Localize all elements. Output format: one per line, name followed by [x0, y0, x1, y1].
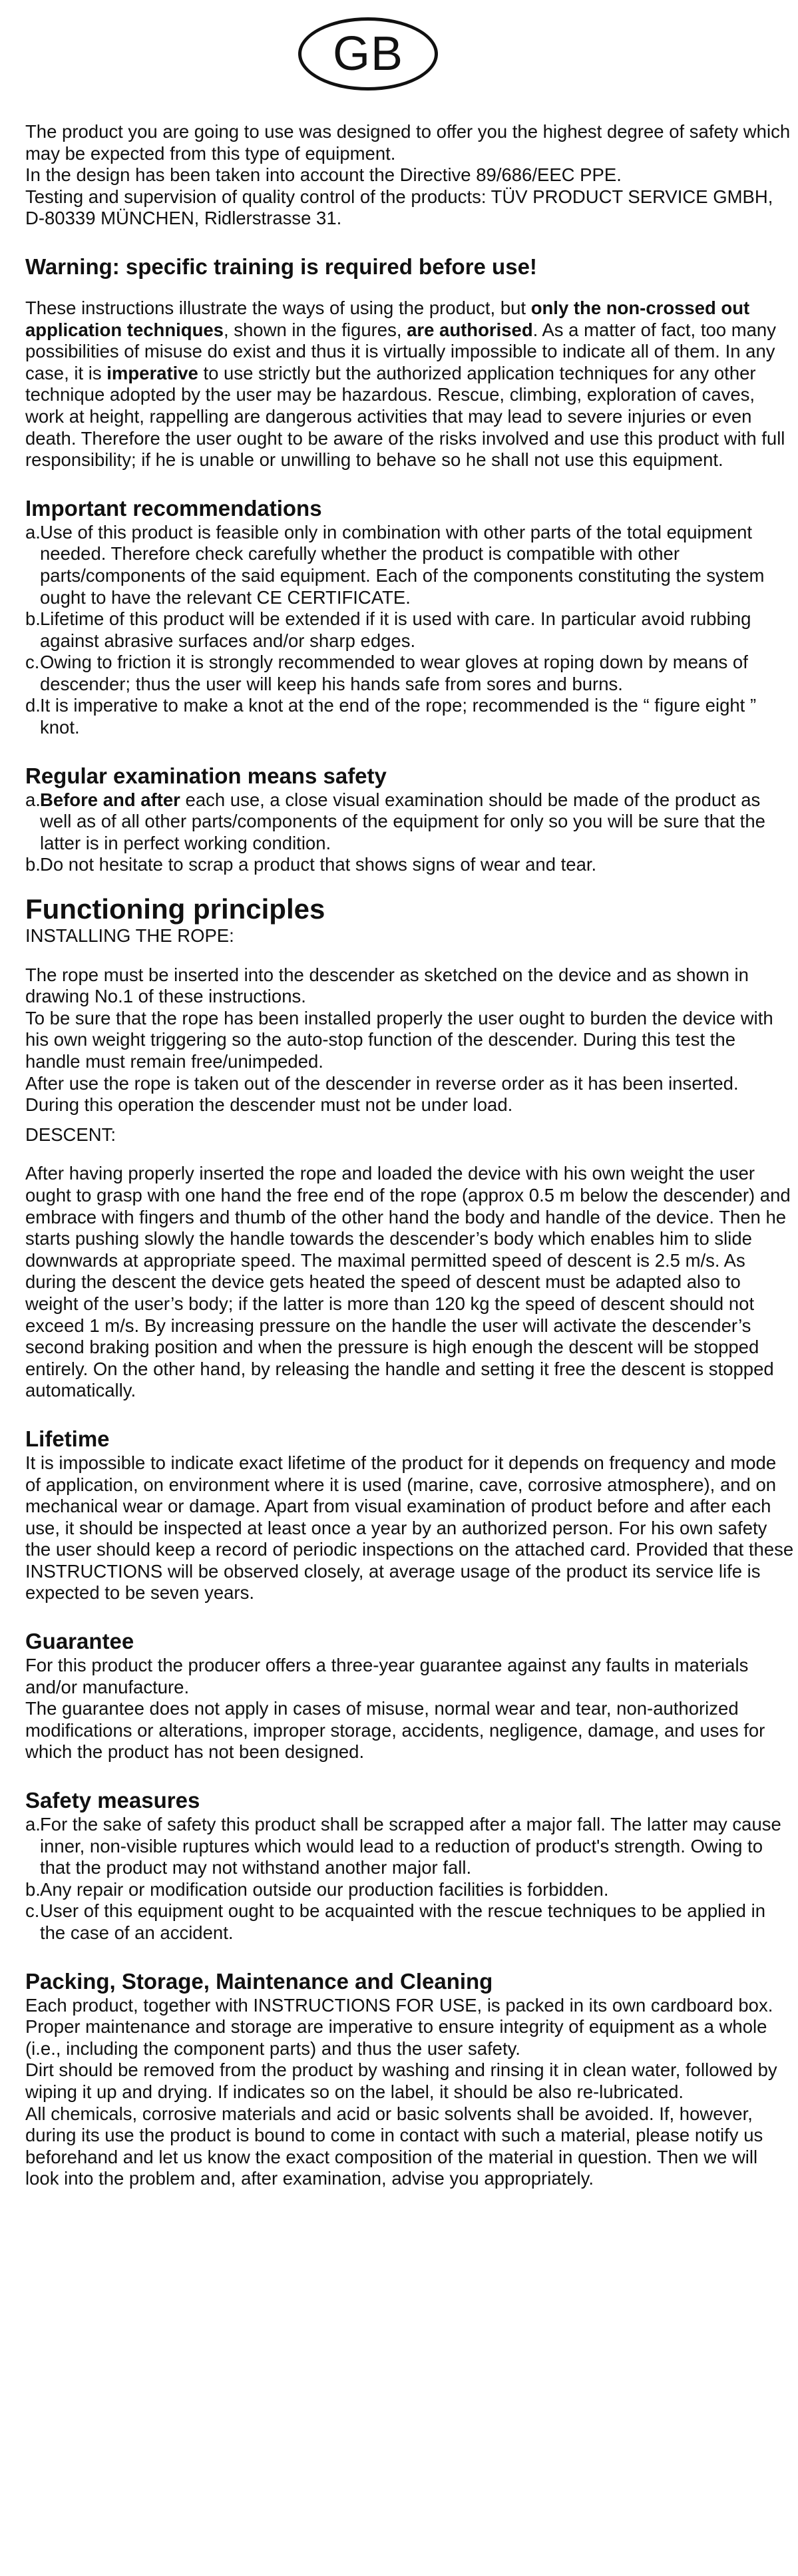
packing-paragraph: Dirt should be removed from the product by washing and rinsing it in clean water, followed by wiping it up and drying. If indicates so on the label, it should be also re-lubricated.	[25, 2059, 777, 2102]
warning-text-b: only the non-crossed out application techniques	[25, 297, 750, 340]
list-text	[40, 789, 795, 855]
list-marker: d.	[25, 695, 41, 716]
lifetime-heading: Lifetime	[25, 1426, 110, 1451]
safety-heading: Safety measures	[25, 1788, 200, 1813]
guarantee-paragraph: For this product the producer offers a three-year guarantee against any faults in materials and/or manufacture.	[25, 1655, 749, 1697]
list-text: Lifetime of this product will be extended if it is used with care. In particular avoid rubbing against abrasive surfaces and/or sharp edges.	[40, 608, 751, 651]
install-paragraph: The rope must be inserted into the descender as sketched on the device and as shown in drawing No.1 of these instructions.	[25, 964, 749, 1007]
country-code-badge	[298, 17, 438, 91]
important-item	[25, 652, 795, 695]
list-marker: c.	[25, 652, 40, 673]
list-marker: b.	[25, 854, 41, 875]
list-text: Owing to friction it is strongly recommended to wear gloves at roping down by means of descender; thus the user will keep his hands safe from sores and burns.	[40, 652, 748, 694]
intro-paragraph: The product you are going to use was designed to offer you the highest degree of safety which may be expected from this type of equipment.	[25, 121, 791, 164]
packing-heading: Packing, Storage, Maintenance and Cleaning	[25, 1968, 493, 1994]
regular-text: each use, a close visual examination should be made of the product as well as of all other parts/components of the equipment for only so you will be sure that the latter is in perfect working condition.	[40, 789, 765, 853]
list-marker: a.	[25, 521, 41, 542]
important-item	[25, 695, 795, 738]
regular-item	[25, 789, 795, 855]
packing-paragraph: All chemicals, corrosive materials and acid or basic solvents shall be avoided. If, however, during its use the product is bound to come in contact with such a material, please notify us beforehand and let us know the exact composition of the material in question. Then we will look into the problem and, after examination, advise you appropriately.	[25, 2103, 763, 2189]
guarantee-paragraph: The guarantee does not apply in cases of misuse, normal wear and tear, non-authorized modifications or alterations, improper storage, accidents, negligence, damage, and uses for which the product has not been designed.	[25, 1698, 765, 1763]
list-text: User of this equipment ought to be acquainted with the rescue techniques to be applied in the case of an accident.	[40, 1900, 766, 1943]
important-item	[25, 608, 795, 652]
list-marker: b.	[25, 608, 41, 630]
guarantee-heading: Guarantee	[25, 1629, 134, 1654]
safety-item	[25, 1814, 795, 1879]
important-heading: Important recommendations	[25, 495, 322, 521]
regular-bold: Before and after	[40, 789, 180, 810]
regular-item	[25, 854, 795, 876]
warning-paragraph	[25, 298, 795, 471]
install-paragraph: After use the rope is taken out of the descender in reverse order as it has been inserted. During this operation the descender must not be under load.	[25, 1072, 739, 1116]
packing-paragraph: Proper maintenance and storage are imperative to ensure integrity of equipment as a whole (i.e., including the component parts) and thus the user safety.	[25, 2016, 767, 2059]
descent-paragraph: After having properly inserted the rope and loaded the device with his own weight the user ought to grasp with one hand the free end of the rope (approx 0.5 m below the descender) and embrace with fingers and thumb of the other hand the body and handle of the device. Then he starts pushing slowly the handle towards the descender’s body which enables him to slide downwards at appropriate speed. The maximal permitted speed of descent is 2.5 m/s. As during the descent the device gets heated the speed of descent must be adapted also to weight of the user’s body; if the latter is more than 120 kg the speed of descent should not exceed 1 m/s. By increasing pressure on the handle the user will activate the descender’s second braking position and when the pressure is high enough the descent will be stopped entirely. On the other hand, by releasing the handle and setting it free the descent is stopped automatically.	[25, 1163, 791, 1401]
list-text: Any repair or modification outside our production facilities is forbidden.	[40, 1878, 609, 1900]
warning-heading: Warning: specific training is required before use!	[25, 254, 537, 279]
list-text: It is imperative to make a knot at the end of the rope; recommended is the “ figure eight ” knot.	[40, 695, 757, 738]
warning-text-f: imperative	[106, 362, 198, 383]
list-marker: c.	[25, 1900, 40, 1922]
intro-directive: In the design has been taken into account the Directive 89/686/EEC PPE.	[25, 164, 622, 186]
functioning-heading: Functioning principles	[25, 893, 325, 925]
installing-label: INSTALLING THE ROPE:	[25, 925, 234, 947]
install-paragraph: To be sure that the rope has been installed properly the user ought to burden the device with his own weight triggering so the auto-stop function of the descender. During this test the handle must remain free/unimpeded.	[25, 1007, 773, 1072]
document-body	[25, 121, 795, 2190]
warning-text-a: These instructions illustrate the ways of using the product, but	[25, 297, 531, 318]
lifetime-paragraph: It is impossible to indicate exact lifetime of the product for it depends on frequency and mode of application, on environment where it is used (marine, cave, corrosive atmosphere), and on mechanical wear or damage. Apart from visual examination of product before and after each use, it should be inspected at least once a year by an authorized person. For his own safety the user should keep a record of periodic inspections on the attached card. Provided that these INSTRUCTIONS will be observed closely, at average usage of the product its service life is expected to be seven years.	[25, 1452, 794, 1604]
list-marker: a.	[25, 789, 41, 810]
list-text: Do not hesitate to scrap a product that shows signs of wear and tear.	[40, 854, 597, 875]
safety-item	[25, 1900, 795, 1944]
warning-text-d: are authorised	[407, 319, 533, 340]
country-code-text: GB	[332, 27, 404, 81]
list-text: For the sake of safety this product shall be scrapped after a major fall. The latter may cause inner, non-visible ruptures which would lead to a reduction of product's strength. Owing to that the product may not withstand another major fall.	[40, 1814, 781, 1878]
descent-label: DESCENT:	[25, 1124, 116, 1145]
list-text: Use of this product is feasible only in combination with other parts of the total equipment needed. Therefore check carefully whether the product is compatible with other parts/components of the said equipment. Each of the components constituting the system ought to have the relevant CE CERTIFICATE.	[40, 521, 765, 608]
intro-testing-text: Testing and supervision of quality control of the products: TÜV PRODUCT SERVICE GMBH, D-80339 MÜNCHEN, Ridlerstrasse 31.	[25, 186, 773, 229]
list-marker: a.	[25, 1814, 41, 1835]
intro-testing	[25, 186, 795, 230]
safety-item	[25, 1879, 795, 1901]
warning-text-g: to use strictly but the authorized application techniques for any other technique adopted by the user may be hazardous. Rescue, climbing, exploration of caves, work at height, rappelling are dangerous activities that may lead to severe injuries or even death. Therefore the user ought to be aware of the risks involved and use this product with full responsibility; if he is unable or unwilling to behave so he shall not use this equipment.	[25, 362, 785, 471]
important-item	[25, 522, 795, 608]
warning-text-c: , shown in the figures,	[223, 319, 407, 340]
regular-heading: Regular examination means safety	[25, 763, 387, 788]
packing-paragraph: Each product, together with INSTRUCTIONS FOR USE, is packed in its own cardboard box.	[25, 1994, 773, 2016]
list-marker: b.	[25, 1878, 41, 1900]
warning-text-e: . As a matter of fact, too many possibilities of misuse do exist and thus it is virtually impossible to indicate all of them. In any case, it is	[25, 319, 776, 383]
